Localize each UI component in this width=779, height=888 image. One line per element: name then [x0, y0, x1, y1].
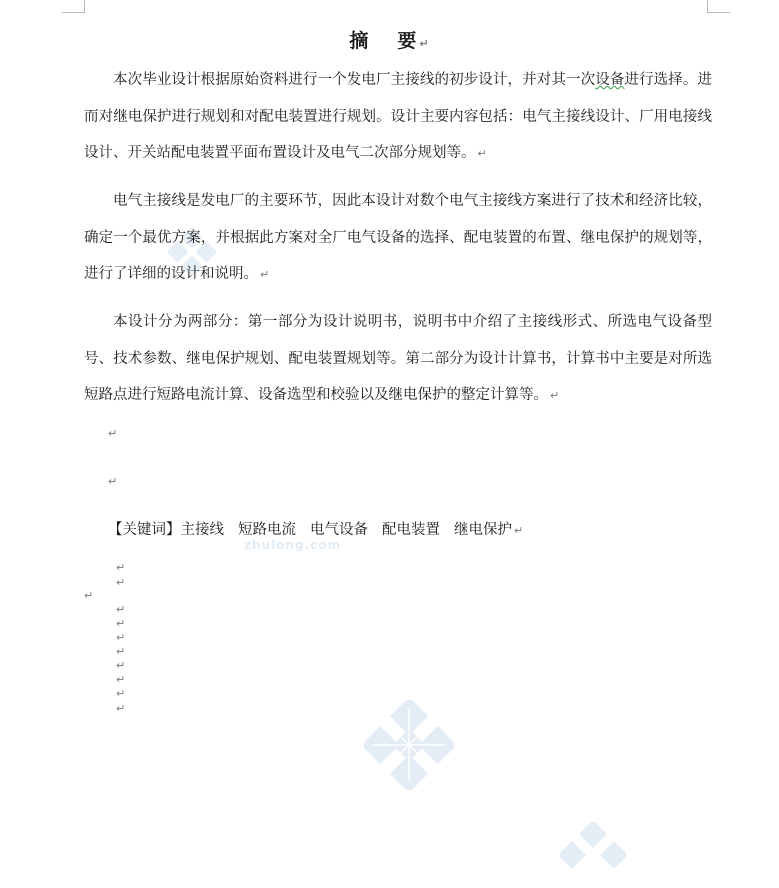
- page-title: [0, 26, 779, 53]
- abstract-paragraph-2: [84, 183, 712, 294]
- keywords-line: [108, 518, 523, 539]
- paragraph-text: 本设计分为两部分：第一部分为设计说明书，说明书中介绍了主接线形式、所选电气设备型号、技术参数、继电保护规划、配电装置规划等。第二部分为设计计算书，计算书中主要是对所选短路点进行短路电流计算、设备选型和校验以及继电保护的整定计算等。: [84, 314, 712, 403]
- empty-paragraph-mark-icon: ↵: [108, 475, 118, 488]
- watermark-logo-icon: [364, 700, 454, 790]
- paragraph-mark-icon: ↵: [419, 37, 430, 50]
- page-corner-mark-top-right: [707, 0, 730, 13]
- empty-paragraph-mark-icon: ↵: [116, 645, 126, 658]
- paragraph-mark-icon: ↵: [514, 524, 524, 537]
- empty-paragraph-mark-icon: ↵: [116, 561, 126, 574]
- keyword: 主接线: [180, 522, 224, 538]
- abstract-paragraph-1: [84, 62, 712, 173]
- watermark-logo-icon: [560, 822, 626, 888]
- empty-paragraph-mark-icon: ↵: [116, 603, 126, 616]
- empty-paragraph-mark-icon: ↵: [116, 576, 126, 589]
- paragraph-mark-icon: ↵: [550, 389, 560, 402]
- page-corner-mark-top-left: [62, 0, 85, 13]
- empty-paragraph-mark-icon: ↵: [116, 617, 126, 630]
- keyword: 电气设备: [310, 522, 368, 538]
- empty-paragraph-mark-icon: ↵: [116, 631, 126, 644]
- spellcheck-underlined-text: 设备: [595, 72, 625, 88]
- empty-paragraph-mark-icon: ↵: [108, 427, 118, 440]
- keyword: 短路电流: [238, 522, 296, 538]
- empty-paragraph-mark-icon: ↵: [116, 702, 126, 715]
- keywords-label: 【关键词】: [108, 522, 181, 538]
- watermark-text: zhulong.com: [244, 538, 341, 552]
- abstract-paragraph-3: [84, 304, 712, 415]
- empty-paragraph-mark-icon: ↵: [116, 673, 126, 686]
- empty-paragraph-mark-icon: ↵: [116, 659, 126, 672]
- paragraph-text: 本次毕业设计根据原始资料进行一个发电厂主接线的初步设计，并对其一次: [113, 72, 596, 88]
- title-char-left: 摘: [349, 30, 370, 52]
- keyword: 继电保护: [454, 522, 512, 538]
- paragraph-mark-icon: ↵: [260, 268, 270, 281]
- empty-paragraph-mark-icon: ↵: [84, 589, 94, 602]
- empty-paragraph-mark-icon: ↵: [116, 687, 126, 700]
- paragraph-text: 电气主接线是发电厂的主要环节，因此本设计对数个电气主接线方案进行了技术和经济比较，确定一个最优方案，并根据此方案对全厂电气设备的选择、配电装置的布置、继电保护的规划等，进行了详细的设计和说明。: [84, 193, 712, 282]
- title-char-right: 要: [397, 30, 418, 52]
- keyword: 配电装置: [382, 522, 440, 538]
- paragraph-mark-icon: ↵: [477, 147, 487, 160]
- paragraph-text: 进行选择。进而对继电保护进行规划和对配电装置进行规划。设计主要内容包括：电气主接线设计、厂用电接线设计、开关站配电装置平面布置设计及电气二次部分规划等。: [84, 72, 713, 161]
